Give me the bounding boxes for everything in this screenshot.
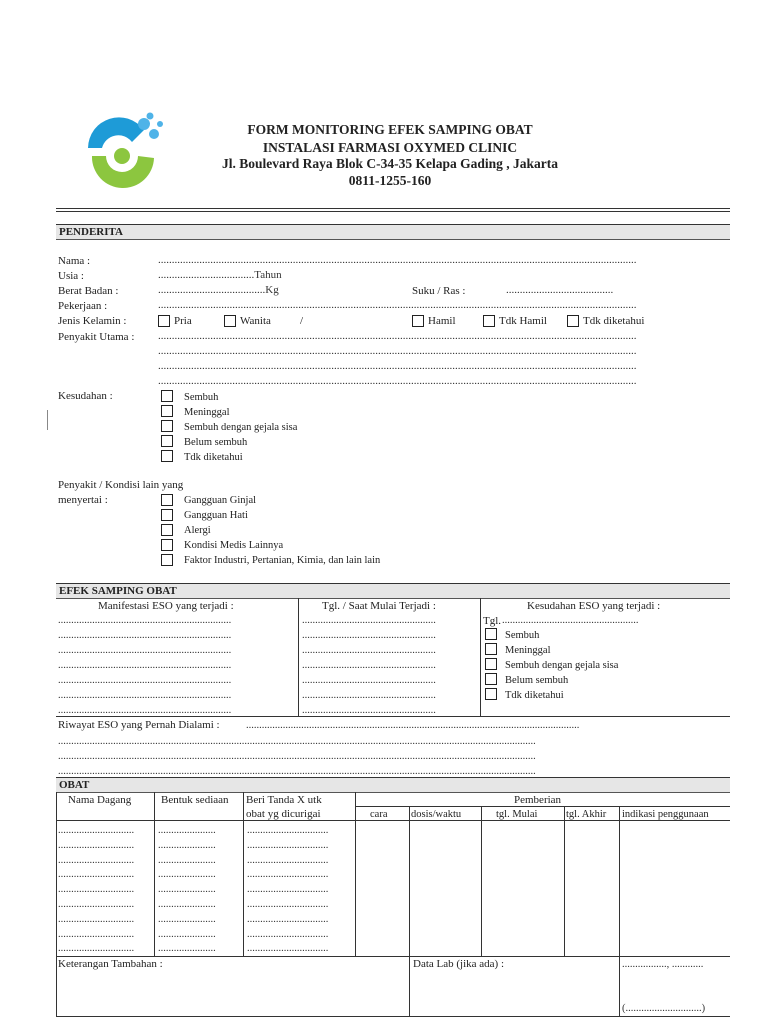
bentuk-sediaan-field[interactable]: ...................... — [158, 839, 216, 851]
beri-tanda-field[interactable]: ............................... — [247, 854, 329, 866]
col-divider — [481, 806, 482, 956]
col-divider — [56, 792, 57, 1016]
pria-label: Pria — [174, 315, 192, 327]
manifestasi-field[interactable]: .................................................................. — [58, 630, 232, 641]
kondisi-label: Penyakit / Kondisi lain yang — [58, 479, 184, 491]
col-divider — [298, 598, 299, 716]
signature-field[interactable]: (.............................) — [622, 1003, 706, 1014]
manifestasi-field[interactable]: .................................................................. — [58, 615, 232, 626]
col-divider — [154, 792, 155, 956]
beri-tanda-header: Beri Tanda X utk — [246, 794, 322, 806]
logo-blue-arc — [88, 117, 144, 148]
kesudahan-eso-header: Kesudahan ESO yang terjadi : — [527, 600, 661, 612]
beri-tanda-field[interactable]: ............................... — [247, 869, 329, 881]
nama-label: Nama : — [58, 255, 91, 267]
section-obat: OBAT — [56, 777, 730, 793]
kondisi-option: Gangguan Ginjal — [184, 495, 257, 506]
col-divider — [619, 806, 620, 1016]
riwayat-field[interactable]: ...................................................................................................................................................................................... — [58, 766, 536, 777]
checkbox-kesudahan-eso[interactable] — [485, 673, 497, 685]
manifestasi-field[interactable]: .................................................................. — [58, 675, 232, 686]
penyakit-utama-field[interactable]: .............................................................................................................................................................................. — [158, 375, 637, 387]
tgl-mulai-field[interactable]: ................................................... — [302, 675, 436, 686]
pekerjaan-field[interactable]: .............................................................................................................................................................................. — [158, 299, 637, 311]
checkbox-kesudahan[interactable] — [161, 420, 173, 432]
kondisi-option: Gangguan Hati — [184, 510, 248, 521]
checkbox-kondisi[interactable] — [161, 539, 173, 551]
tgl-akhir-header: tgl. Akhir — [566, 809, 607, 820]
logo-bubble — [138, 118, 150, 130]
nama-dagang-field[interactable]: ............................. — [58, 943, 135, 955]
riwayat-label: Riwayat ESO yang Pernah Dialami : — [58, 719, 220, 731]
logo-green-dot — [114, 148, 130, 164]
clinic-phone: 0811-1255-160 — [348, 173, 432, 188]
beri-tanda-field[interactable]: ............................... — [247, 943, 329, 955]
nama-dagang-field[interactable]: ............................. — [58, 899, 135, 910]
bentuk-sediaan-header: Bentuk sediaan — [161, 794, 229, 806]
beri-tanda-field[interactable]: ............................... — [247, 899, 329, 910]
checkbox-kondisi[interactable] — [161, 524, 173, 536]
berat-field[interactable]: .......................................Kg — [158, 284, 279, 296]
pemberian-header: Pemberian — [514, 794, 562, 806]
penyakit-utama-field[interactable]: .............................................................................................................................................................................. — [158, 360, 637, 372]
logo-bubble — [157, 121, 163, 127]
tgl-mulai-field[interactable]: ................................................... — [302, 660, 436, 671]
checkbox-tdk-diketahui[interactable] — [567, 315, 579, 327]
tgl-field[interactable]: .................................................... — [502, 615, 639, 626]
manifestasi-field[interactable]: .................................................................. — [58, 690, 232, 701]
kesudahan-option: Meninggal — [184, 407, 230, 418]
riwayat-field[interactable]: ...................................................................................................................................................................................... — [58, 751, 536, 762]
manifestasi-field[interactable]: .................................................................. — [58, 705, 232, 716]
dosis-header: dosis/waktu — [411, 809, 462, 820]
indikasi-header: indikasi penggunaan — [622, 809, 709, 820]
penyakit-utama-field[interactable]: .............................................................................................................................................................................. — [158, 345, 637, 357]
hamil-label: Hamil — [428, 315, 456, 327]
tgl-mulai-header: tgl. Mulai — [496, 809, 538, 820]
beri-tanda-field[interactable]: ............................... — [247, 884, 329, 896]
kesudahan-eso-option: Meninggal — [505, 645, 551, 656]
kondisi-option: Kondisi Medis Lainnya — [184, 540, 284, 551]
wanita-label: Wanita — [240, 315, 271, 327]
bentuk-sediaan-field[interactable]: ...................... — [158, 869, 216, 881]
clinic-name: INSTALASI FARMASI OXYMED CLINIC — [262, 140, 518, 155]
beri-tanda-field[interactable]: ............................... — [247, 825, 329, 836]
suku-label: Suku / Ras : — [412, 285, 466, 297]
checkbox-kesudahan-eso[interactable] — [485, 643, 497, 655]
nama-dagang-field[interactable]: ............................. — [58, 884, 135, 896]
header-divider — [56, 211, 730, 212]
checkbox-kondisi[interactable] — [161, 494, 173, 506]
kesudahan-option: Sembuh — [184, 392, 219, 403]
clinic-logo — [74, 108, 166, 190]
checkbox-kesudahan-eso[interactable] — [485, 658, 497, 670]
nama-dagang-field[interactable]: ............................. — [58, 928, 135, 940]
nama-dagang-field[interactable]: ............................. — [58, 839, 135, 851]
tdk-diketahui-label: Tdk diketahui — [583, 315, 645, 327]
col-divider — [243, 792, 244, 956]
logo-bubble — [147, 113, 154, 120]
kesudahan-label: Kesudahan : — [58, 390, 113, 402]
checkbox-wanita[interactable] — [224, 315, 236, 327]
nama-dagang-field[interactable]: ............................. — [58, 869, 135, 881]
data-lab-label: Data Lab (jika ada) : — [413, 958, 505, 970]
col-divider — [564, 806, 565, 956]
kesudahan-eso-option: Sembuh — [505, 630, 540, 641]
kesudahan-eso-option: Tdk diketahui — [505, 690, 564, 701]
bentuk-sediaan-field[interactable]: ...................... — [158, 825, 216, 836]
manifestasi-field[interactable]: .................................................................. — [58, 660, 232, 671]
checkbox-kesudahan-eso[interactable] — [485, 688, 497, 700]
bentuk-sediaan-field[interactable]: ...................... — [158, 854, 216, 866]
checkbox-kesudahan[interactable] — [161, 435, 173, 447]
jenis-kelamin-label: Jenis Kelamin : — [58, 315, 127, 327]
tgl-label: Tgl. — [483, 615, 502, 627]
section-efek-samping: EFEK SAMPING OBAT — [56, 583, 730, 599]
checkbox-kesudahan[interactable] — [161, 405, 173, 417]
usia-field[interactable]: ...................................Tahun — [158, 269, 282, 281]
tgl-mulai-field[interactable]: ................................................... — [302, 705, 436, 716]
nama-dagang-field[interactable]: ............................. — [58, 913, 135, 925]
checkbox-kesudahan[interactable] — [161, 390, 173, 402]
header-divider — [56, 208, 730, 209]
beri-tanda-field[interactable]: ............................... — [247, 839, 329, 851]
checkbox-hamil[interactable] — [412, 315, 424, 327]
kesudahan-option: Sembuh dengan gejala sisa — [184, 422, 298, 433]
gender-slash: / — [300, 315, 304, 327]
checkbox-kondisi[interactable] — [161, 509, 173, 521]
beri-tanda-field[interactable]: ............................... — [247, 913, 329, 925]
margin-mark — [47, 410, 48, 430]
row-divider — [56, 1016, 730, 1017]
kondisi-label-2: menyertai : — [58, 494, 108, 506]
manifestasi-field[interactable]: .................................................................. — [58, 645, 232, 656]
kesudahan-option: Belum sembuh — [184, 437, 248, 448]
col-divider — [409, 806, 410, 1016]
col-divider — [480, 598, 481, 716]
checkbox-kesudahan-eso[interactable] — [485, 628, 497, 640]
tanggal-field[interactable]: ................., ............ — [622, 959, 704, 970]
bentuk-sediaan-field[interactable]: ...................... — [158, 928, 216, 940]
berat-label: Berat Badan : — [58, 285, 119, 297]
bentuk-sediaan-field[interactable]: ...................... — [158, 913, 216, 925]
penyakit-utama-field[interactable]: .............................................................................................................................................................................. — [158, 330, 637, 342]
tgl-mulai-field[interactable]: ................................................... — [302, 630, 436, 641]
clinic-address: Jl. Boulevard Raya Blok C-34-35 Kelapa Gading , Jakarta — [221, 156, 559, 171]
kesudahan-option: Tdk diketahui — [184, 452, 243, 463]
kesudahan-eso-option: Belum sembuh — [505, 675, 569, 686]
pekerjaan-label: Pekerjaan : — [58, 300, 108, 312]
col-divider — [355, 792, 356, 956]
tgl-mulai-field[interactable]: ................................................... — [302, 690, 436, 701]
bentuk-sediaan-field[interactable]: ...................... — [158, 943, 216, 955]
section-penderita: PENDERITA — [56, 224, 730, 240]
kesudahan-eso-option: Sembuh dengan gejala sisa — [505, 660, 619, 671]
riwayat-field[interactable]: ...................................................................................................................................................................................... — [58, 736, 536, 747]
checkbox-pria[interactable] — [158, 315, 170, 327]
form-title: FORM MONITORING EFEK SAMPING OBAT — [247, 122, 533, 137]
keterangan-label: Keterangan Tambahan : — [58, 958, 163, 970]
row-divider — [56, 956, 730, 957]
beri-tanda-field[interactable]: ............................... — [247, 928, 329, 940]
tgl-mulai-field[interactable]: ................................................... — [302, 645, 436, 656]
usia-label: Usia : — [58, 270, 84, 282]
nama-field[interactable]: .............................................................................................................................................................................. — [158, 254, 637, 266]
tgl-mulai-header: Tgl. / Saat Mulai Terjadi : — [322, 600, 436, 612]
nama-dagang-field[interactable]: ............................. — [58, 854, 135, 866]
riwayat-field[interactable]: ............................................................................................................................... — [246, 720, 580, 731]
kondisi-option: Faktor Industri, Pertanian, Kimia, dan lain lain — [184, 555, 381, 566]
nama-dagang-header: Nama Dagang — [68, 794, 132, 806]
penyakit-utama-label: Penyakit Utama : — [58, 331, 135, 343]
bentuk-sediaan-field[interactable]: ...................... — [158, 899, 216, 910]
manifestasi-header: Manifestasi ESO yang terjadi : — [98, 600, 234, 612]
tgl-mulai-field[interactable]: ................................................... — [302, 615, 436, 626]
beri-tanda-header-2: obat yg dicurigai — [246, 808, 321, 820]
checkbox-kondisi[interactable] — [161, 554, 173, 566]
checkbox-kesudahan[interactable] — [161, 450, 173, 462]
kondisi-option: Alergi — [184, 525, 211, 536]
checkbox-tdk-hamil[interactable] — [483, 315, 495, 327]
tdk-hamil-label: Tdk Hamil — [499, 315, 547, 327]
cara-header: cara — [370, 809, 388, 820]
bentuk-sediaan-field[interactable]: ...................... — [158, 884, 216, 896]
nama-dagang-field[interactable]: ............................. — [58, 825, 135, 836]
suku-field[interactable]: ....................................... — [506, 284, 614, 296]
logo-bubble — [149, 129, 159, 139]
